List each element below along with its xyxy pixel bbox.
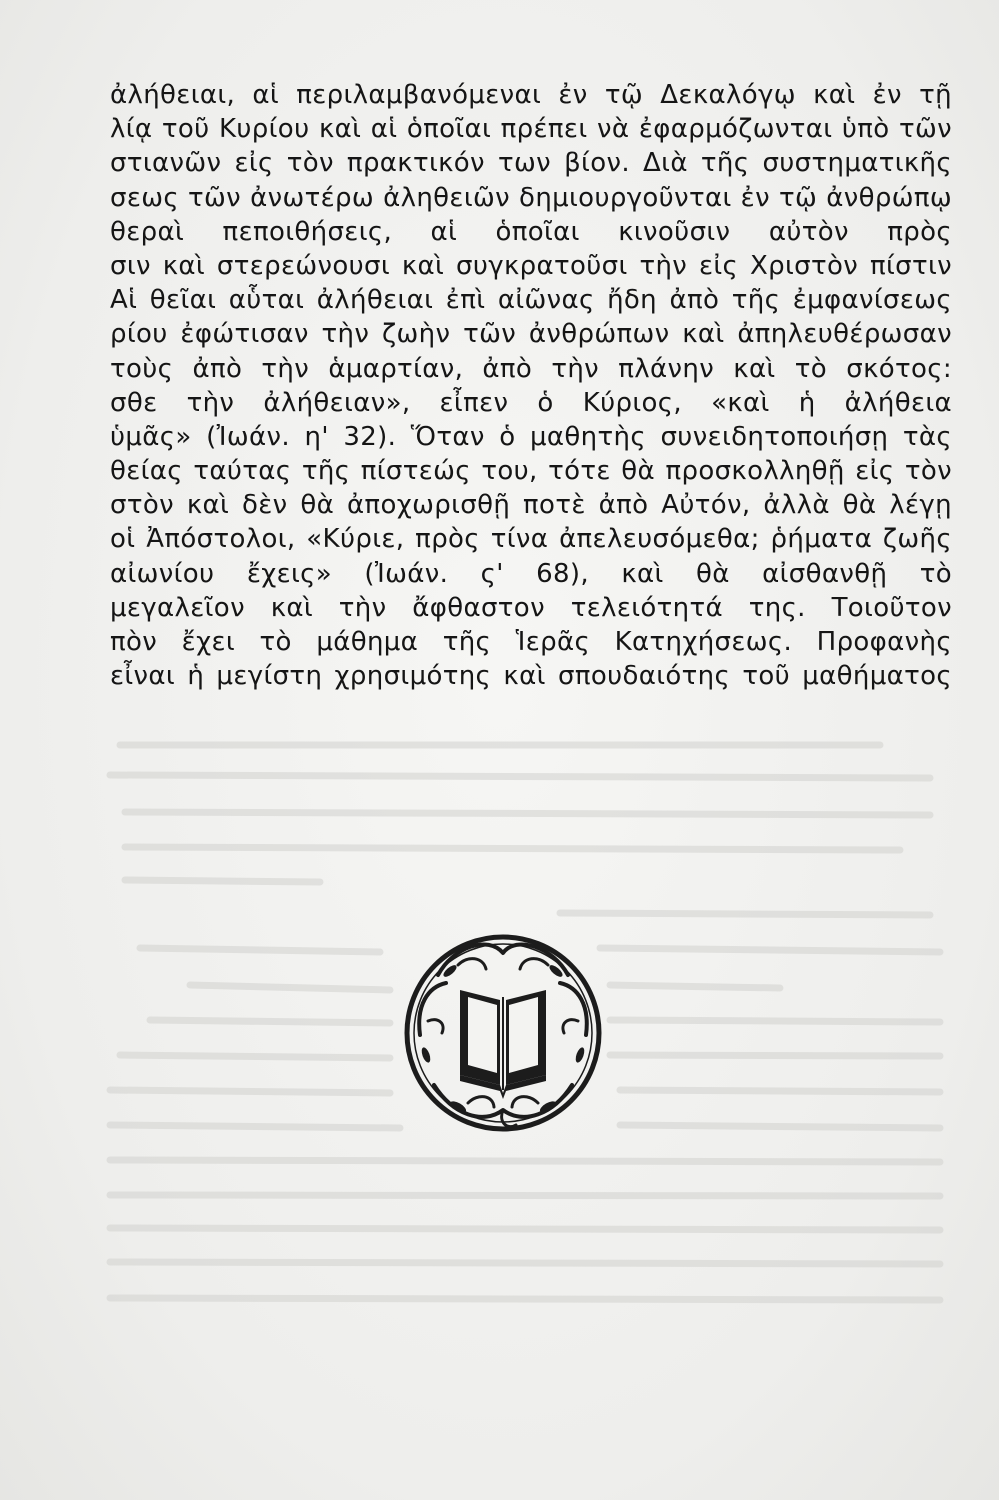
- text-line: ὑμᾶς» (Ἰωάν. η' 32). Ὅταν ὁ μαθητὴς συνειδητοποιήσῃ τὰς: [110, 421, 952, 452]
- text-line: θεραὶ πεποιθήσεις, αἱ ὁποῖαι κινοῦσιν αὐτὸν πρὸς: [110, 216, 952, 247]
- text-line: στιανῶν εἰς τὸν πρακτικόν των βίον. Διὰ τῆς συστηματικῆς: [110, 148, 952, 179]
- text-line: σεως τῶν ἀνωτέρω ἀληθειῶν δημιουργοῦνται ἐν τῷ ἀνθρώπῳ: [110, 182, 952, 213]
- text-line: λίᾳ τοῦ Κυρίου καὶ αἱ ὁποῖαι πρέπει νὰ ἐφαρμόζωνται ὑπὸ τῶν: [110, 114, 952, 145]
- text-line: πὸν ἔχει τὸ μάθημα τῆς Ἱερᾶς Κατηχήσεως. Προφανὴς: [110, 627, 952, 657]
- main-paragraph: [110, 78, 952, 693]
- text-line: εἶναι ἡ μεγίστη χρησιμότης καὶ σπουδαιότης τοῦ μαθήματος: [110, 661, 952, 692]
- text-line: Αἱ θεῖαι αὗται ἀλήθειαι ἐπὶ αἰῶνας ἤδη ἀπὸ τῆς ἐμφανίσεως: [110, 285, 952, 316]
- text-line: μεγαλεῖον καὶ τὴν ἄφθαστον τελειότητά της. Τοιοῦτον: [110, 592, 952, 623]
- text-line: σιν καὶ στερεώνουσι καὶ συγκρατοῦσι τὴν εἰς Χριστὸν πίστιν: [110, 250, 952, 281]
- text-line: τοὺς ἀπὸ τὴν ἁμαρτίαν, ἀπὸ τὴν πλάνην καὶ τὸ σκότος:: [110, 353, 952, 384]
- book-vignette-icon: [398, 925, 608, 1140]
- text-line: θείας ταύτας τῆς πίστεώς του, τότε θὰ προσκολληθῇ εἰς τὸν: [110, 456, 952, 487]
- text-line: ρίου ἐφώτισαν τὴν ζωὴν τῶν ἀνθρώπων καὶ ἀπηλευθέρωσαν: [110, 319, 952, 350]
- text-line: ἀλήθειαι, αἱ περιλαμβανόμεναι ἐν τῷ Δεκαλόγῳ καὶ ἐν τῇ: [110, 80, 952, 110]
- text-line: οἱ Ἀπόστολοι, «Κύριε, πρὸς τίνα ἀπελευσόμεθα; ῥήματα ζωῆς: [110, 524, 952, 555]
- text-line: στὸν καὶ δὲν θὰ ἀποχωρισθῇ ποτὲ ἀπὸ Αὐτόν, ἀλλὰ θὰ λέγῃ: [110, 490, 952, 521]
- text-line: αἰωνίου ἔχεις» (Ἰωάν. ς' 68), καὶ θὰ αἰσθανθῇ τὸ: [110, 558, 952, 589]
- text-line: σθε τὴν ἀλήθειαν», εἶπεν ὁ Κύριος, «καὶ ἡ ἀλήθεια: [110, 387, 952, 418]
